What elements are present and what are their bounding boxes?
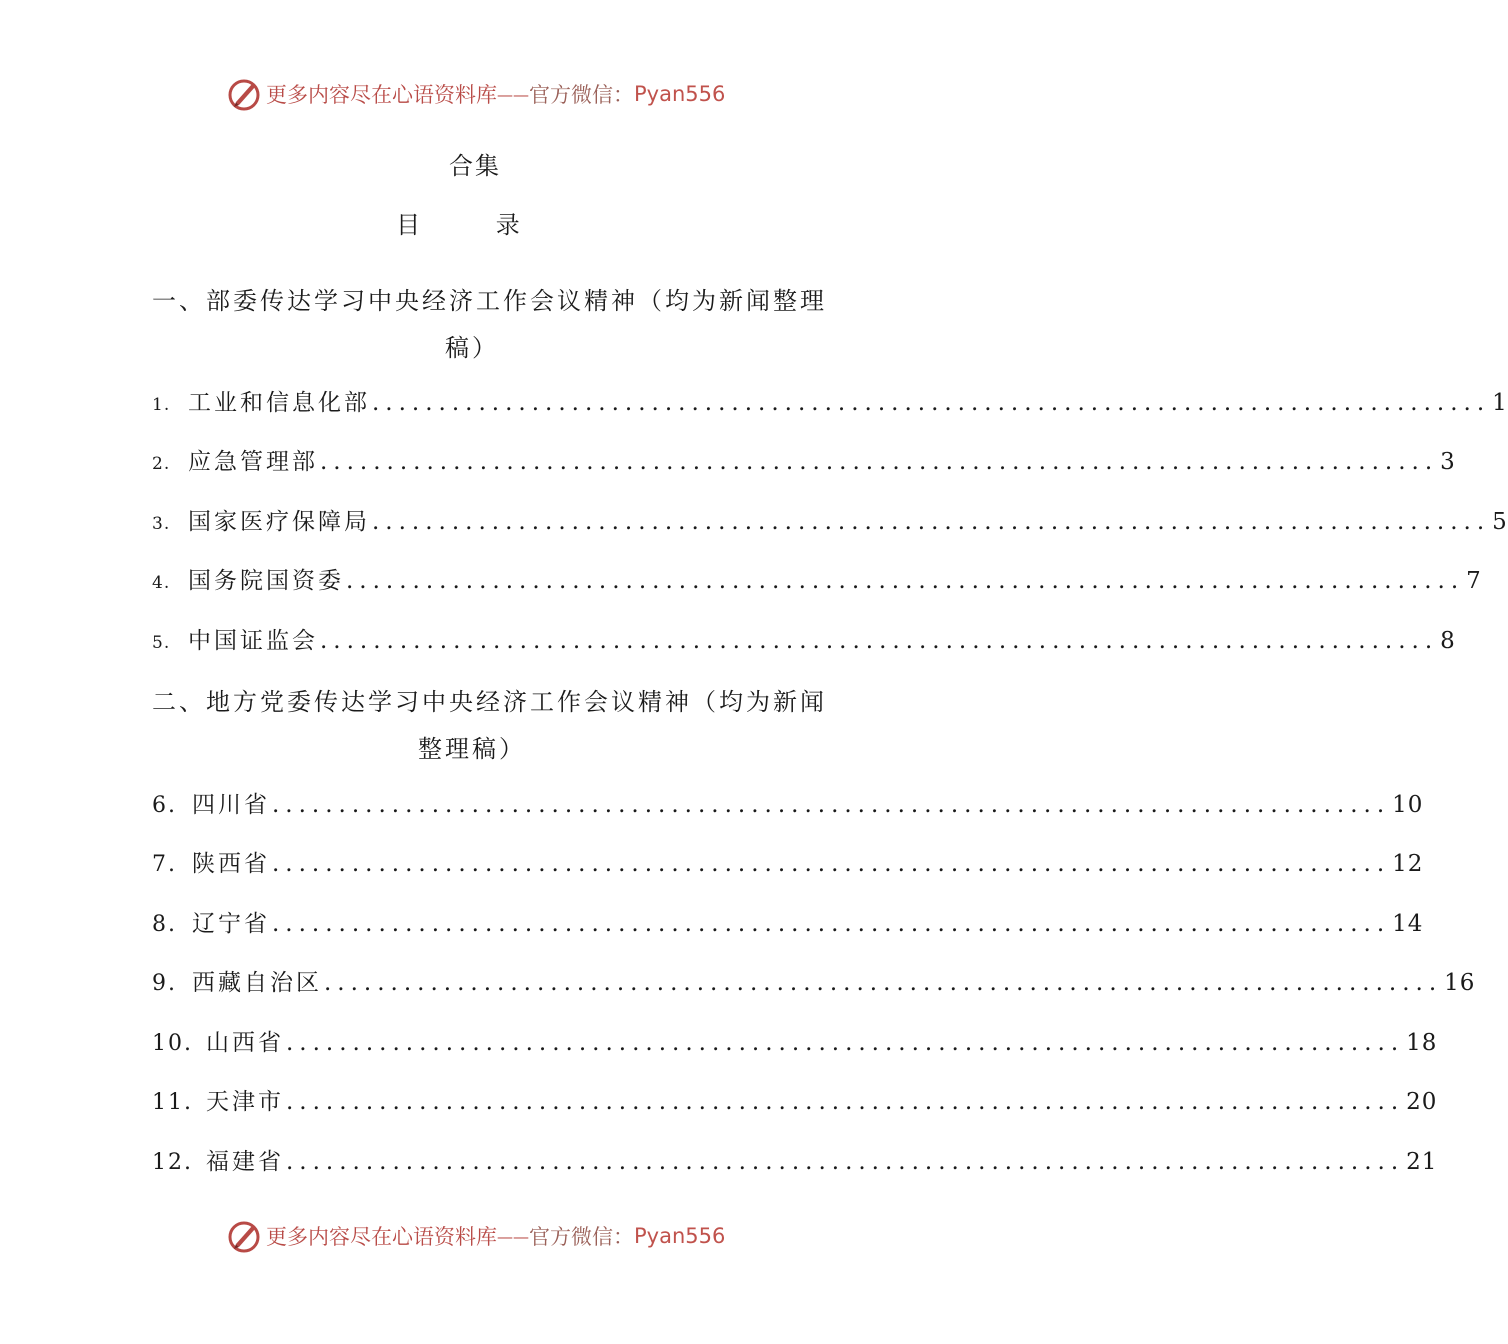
toc-entry-page: 10 xyxy=(1392,792,1424,818)
toc-entry-number: 12. xyxy=(152,1150,193,1175)
section-heading-line: 二、地方党委传达学习中央经济工作会议精神（均为新闻 xyxy=(152,688,827,716)
toc-leader-dots: .................................................................................... xyxy=(320,628,1439,654)
toc-leader-dots: .................................................................................... xyxy=(372,509,1491,535)
toc-entry-number: 4. xyxy=(152,573,171,593)
banner-wechat-id: Pyan556 xyxy=(634,82,726,106)
toc-entry-page: 21 xyxy=(1406,1149,1438,1175)
toc-entry-number: 7. xyxy=(152,852,177,877)
toc-entry-label: 西藏自治区 xyxy=(192,970,322,996)
banner-dash: —— xyxy=(497,84,529,104)
toc-entry-label: 国务院国资委 xyxy=(188,568,344,594)
toc-entry-label: 四川省 xyxy=(192,792,270,818)
toc-entry-number: 11. xyxy=(152,1090,193,1115)
toc-heading-text: 目 录 xyxy=(396,211,554,239)
toc-entry[interactable] xyxy=(152,503,1508,535)
toc-entry-number: 2. xyxy=(152,454,171,474)
toc-entry-number: 6. xyxy=(152,793,177,818)
section-heading-line: 整理稿） xyxy=(418,735,526,763)
toc-entry[interactable] xyxy=(152,964,1476,996)
toc-entry[interactable] xyxy=(152,1143,1438,1175)
toc-leader-dots: .................................................................................... xyxy=(324,970,1443,996)
section-heading-line: 一、部委传达学习中央经济工作会议精神（均为新闻整理 xyxy=(152,287,827,315)
toc-leader-dots: .................................................................................... xyxy=(372,390,1491,416)
toc-leader-dots: .................................................................................... xyxy=(286,1030,1405,1056)
toc-entry-label: 辽宁省 xyxy=(192,911,270,937)
toc-heading xyxy=(0,205,950,240)
banner-wechat-id: Pyan556 xyxy=(634,1224,726,1248)
toc-entry[interactable] xyxy=(152,786,1424,818)
toc-leader-dots: .................................................................................... xyxy=(346,568,1465,594)
toc-leader-dots: .................................................................................... xyxy=(272,851,1391,877)
toc-entry[interactable] xyxy=(152,905,1424,937)
toc-entry-label: 应急管理部 xyxy=(188,449,318,475)
toc-entry-label: 天津市 xyxy=(206,1089,284,1115)
toc-entry-page: 1 xyxy=(1492,390,1508,416)
toc-leader-dots: .................................................................................... xyxy=(272,792,1391,818)
footer-banner xyxy=(0,1212,950,1260)
banner-text: 更多内容尽在心语资料库 xyxy=(266,1225,497,1249)
toc-entry-page: 20 xyxy=(1406,1089,1438,1115)
toc-entry-number: 1. xyxy=(152,395,171,415)
toc-entry-label: 陕西省 xyxy=(192,851,270,877)
toc-entry[interactable] xyxy=(152,845,1424,877)
toc-entry-number: 5. xyxy=(152,633,171,653)
toc-entry-page: 3 xyxy=(1440,449,1456,475)
toc-entry-page: 16 xyxy=(1444,970,1476,996)
toc-entry-label: 中国证监会 xyxy=(188,628,318,654)
toc-entry-label: 国家医疗保障局 xyxy=(188,509,370,535)
toc-leader-dots: .................................................................................... xyxy=(286,1089,1405,1115)
pen-logo-icon xyxy=(226,1218,262,1254)
section-heading-2 xyxy=(152,682,827,764)
toc-entry-number: 9. xyxy=(152,971,177,996)
toc-entry[interactable] xyxy=(152,1083,1438,1115)
toc-entry-page: 8 xyxy=(1440,628,1456,654)
toc-entry[interactable] xyxy=(152,1024,1438,1056)
toc-leader-dots: .................................................................................... xyxy=(272,911,1391,937)
banner-wechat-label: 官方微信： xyxy=(529,83,634,107)
toc-leader-dots: .................................................................................... xyxy=(286,1149,1405,1175)
toc-entry-page: 5 xyxy=(1492,509,1508,535)
section-heading-line: 稿） xyxy=(445,334,499,362)
header-banner xyxy=(0,70,950,118)
toc-entry-label: 工业和信息化部 xyxy=(188,390,370,416)
pen-logo-icon xyxy=(226,76,262,112)
banner-dash: —— xyxy=(497,1226,529,1246)
toc-entry-page: 14 xyxy=(1392,911,1424,937)
toc-entry-page: 18 xyxy=(1406,1030,1438,1056)
toc-entry-label: 山西省 xyxy=(206,1030,284,1056)
section-heading-1 xyxy=(152,281,827,363)
toc-entry-number: 8. xyxy=(152,912,177,937)
toc-entry-label: 福建省 xyxy=(206,1149,284,1175)
toc-leader-dots: .................................................................................... xyxy=(320,449,1439,475)
toc-entry-number: 10. xyxy=(152,1031,193,1056)
toc-entry[interactable] xyxy=(152,384,1508,416)
toc-entry-number: 3. xyxy=(152,514,171,534)
banner-text: 更多内容尽在心语资料库 xyxy=(266,83,497,107)
toc-entry-page: 12 xyxy=(1392,851,1424,877)
document-title: 合集 xyxy=(449,152,501,180)
toc-entry[interactable] xyxy=(152,443,1456,475)
toc-entry[interactable] xyxy=(152,562,1482,594)
toc-entry[interactable] xyxy=(152,622,1456,654)
toc-entry-page: 7 xyxy=(1466,568,1482,594)
banner-wechat-label: 官方微信： xyxy=(529,1225,634,1249)
